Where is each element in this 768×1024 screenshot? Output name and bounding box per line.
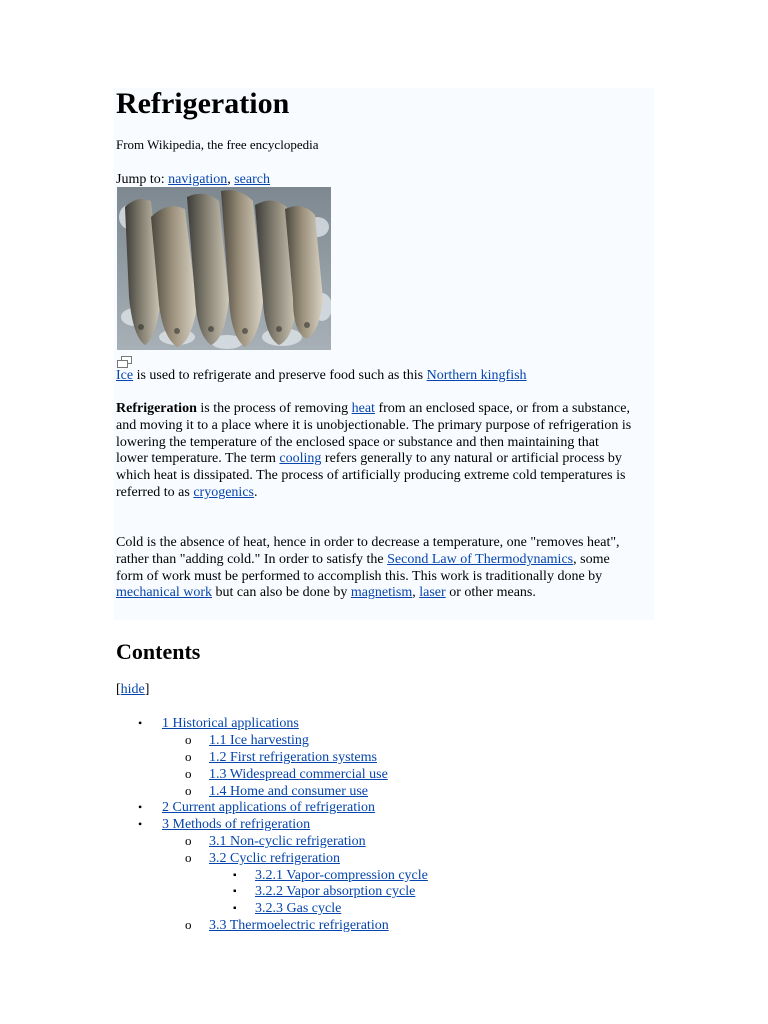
ice-link[interactable]: Ice xyxy=(116,368,134,383)
circle-bullet-icon: o xyxy=(185,749,192,764)
heat-link[interactable]: heat xyxy=(351,401,375,416)
square-bullet-icon: ▪ xyxy=(233,870,237,881)
toc-link-1[interactable]: 1 Historical applications xyxy=(162,716,299,731)
image-caption xyxy=(116,367,527,384)
toc-link-3[interactable]: 3 Methods of refrigeration xyxy=(162,817,311,832)
toc-link-3-2-3[interactable]: 3.2.3 Gas cycle xyxy=(255,901,342,916)
bullet-icon: • xyxy=(138,716,143,730)
mechanical-work-link[interactable]: mechanical work xyxy=(116,585,213,601)
intro-text-3: refers generally to any natural or artificial process by which heat is dissipated. The process of artificially producing extreme cold temperatures is referred to as xyxy=(116,451,626,500)
intro-paragraph xyxy=(116,401,634,502)
intro-text-2: from an enclosed space, or from a substance, and moving it to a place where it is unobjectionable. The primary purpose of refrigeration is lowering the temperature of the enclosed space or substance and then maintaining that lower temperature. The term xyxy=(116,401,632,467)
bullet-icon: • xyxy=(138,800,143,814)
magnetism-link[interactable]: magnetism xyxy=(350,585,413,601)
bullet-icon: • xyxy=(138,817,143,831)
jump-separator: , xyxy=(227,172,235,187)
toc-link-1-4[interactable]: 1.4 Home and consumer use xyxy=(209,784,369,799)
term-bold: Refrigeration xyxy=(116,401,197,416)
cryogenics-link[interactable]: cryogenics xyxy=(193,484,254,500)
jump-prefix: Jump to: xyxy=(116,172,169,187)
fish-on-ice-image[interactable] xyxy=(117,187,331,350)
toc-toggle xyxy=(116,681,149,698)
cold-text-2: , some form of work must be performed to accomplish this. This work is traditionally done by xyxy=(116,551,610,584)
site-subtitle: From Wikipedia, the free encyclopedia xyxy=(116,137,319,152)
hide-toc-link[interactable]: hide xyxy=(120,682,145,697)
toc-link-1-3[interactable]: 1.3 Widespread commercial use xyxy=(209,767,388,782)
search-link[interactable]: search xyxy=(234,172,270,187)
cooling-link[interactable]: cooling xyxy=(279,451,322,467)
cold-text-1: Cold is the absence of heat, hence in order to decrease a temperature, one "removes heat", rather than "adding cold." In order to satisfy the xyxy=(116,535,620,567)
toc-link-3-2[interactable]: 3.2 Cyclic refrigeration xyxy=(209,851,341,866)
square-bullet-icon: ▪ xyxy=(233,903,237,914)
page-title: Refrigeration xyxy=(116,87,290,120)
toc-link-1-2[interactable]: 1.2 First refrigeration systems xyxy=(209,750,377,765)
intro-text-4: . xyxy=(254,484,258,500)
toc-link-1-1[interactable]: 1.1 Ice harvesting xyxy=(209,733,309,748)
circle-bullet-icon: o xyxy=(185,833,192,848)
cold-text-5: or other means. xyxy=(445,585,536,601)
fish-illustration xyxy=(117,187,331,350)
caption-text: is used to refrigerate and preserve food such as this xyxy=(133,368,427,383)
toc-link-3-3[interactable]: 3.3 Thermoelectric refrigeration xyxy=(209,918,389,933)
toc-link-2[interactable]: 2 Current applications of refrigeration xyxy=(162,800,376,815)
toc-toggle-close-bracket: ] xyxy=(144,682,150,697)
laser-link[interactable]: laser xyxy=(419,585,446,601)
circle-bullet-icon: o xyxy=(185,917,192,932)
circle-bullet-icon: o xyxy=(185,766,192,781)
toc-link-3-2-1[interactable]: 3.2.1 Vapor-compression cycle xyxy=(255,868,428,883)
navigation-link[interactable]: navigation xyxy=(168,172,228,187)
cold-paragraph xyxy=(116,535,634,602)
circle-bullet-icon: o xyxy=(185,732,192,747)
cold-text-3: but can also be done by xyxy=(212,585,351,601)
intro-text-1: is the process of removing xyxy=(196,401,352,416)
toc-link-3-1[interactable]: 3.1 Non-cyclic refrigeration xyxy=(209,834,366,849)
contents-heading: Contents xyxy=(116,639,201,664)
second-law-link[interactable]: Second Law of Thermodynamics xyxy=(387,551,574,567)
toc-toggle-open-bracket: [ xyxy=(116,682,121,697)
circle-bullet-icon: o xyxy=(185,783,192,798)
northern-kingfish-link[interactable]: Northern kingfish xyxy=(426,368,527,383)
cold-text-4: , xyxy=(412,585,420,601)
jump-links xyxy=(116,171,270,188)
toc-link-3-2-2[interactable]: 3.2.2 Vapor absorption cycle xyxy=(255,884,416,899)
square-bullet-icon: ▪ xyxy=(233,886,237,897)
circle-bullet-icon: o xyxy=(185,850,192,865)
